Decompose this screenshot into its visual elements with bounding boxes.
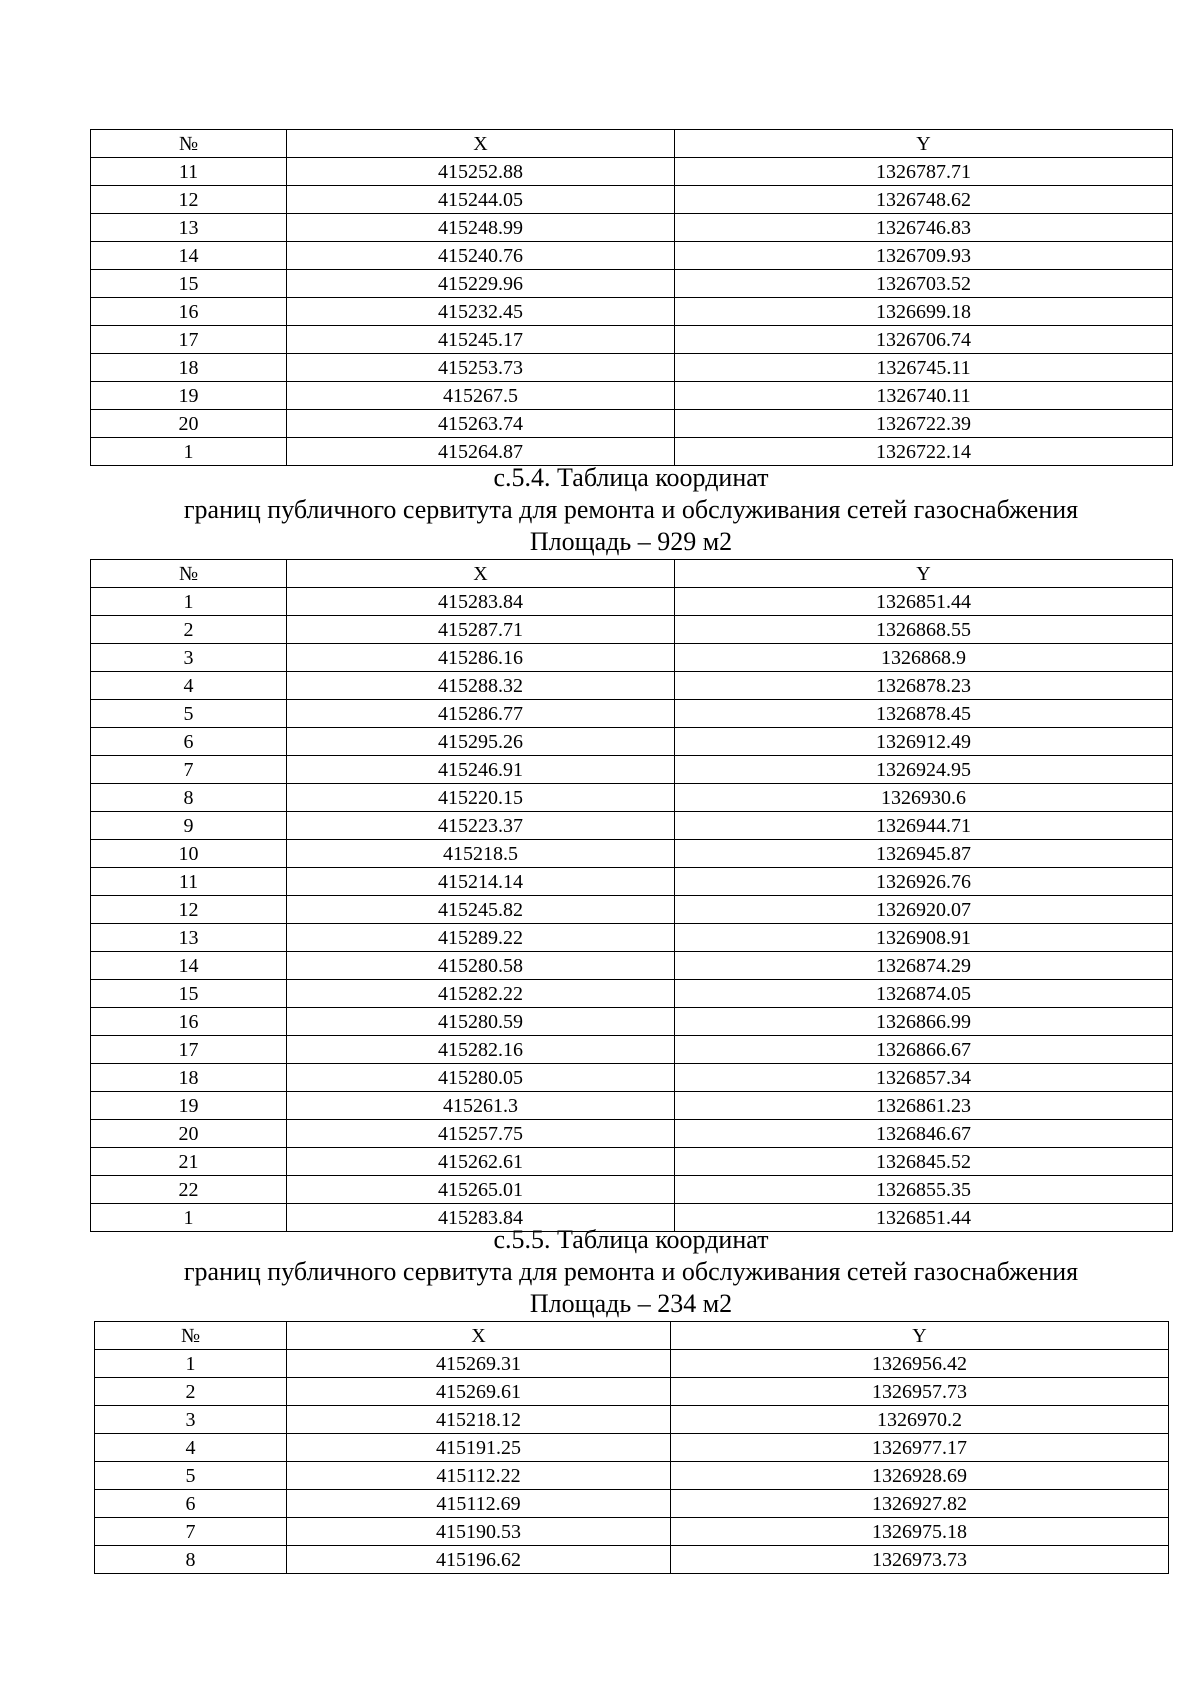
cell-number: 5 [95, 1462, 287, 1490]
table-row [91, 214, 1173, 242]
cell-y: 1326945.87 [675, 840, 1173, 868]
cell-y: 1326861.23 [675, 1092, 1173, 1120]
cell-x: 415223.37 [287, 812, 675, 840]
cell-y: 1326874.05 [675, 980, 1173, 1008]
cell-x: 415218.12 [287, 1406, 671, 1434]
table-row [91, 298, 1173, 326]
cell-number: 19 [91, 382, 287, 410]
cell-y: 1326975.18 [671, 1518, 1169, 1546]
table-row [95, 1434, 1169, 1462]
cell-x: 415280.59 [287, 1008, 675, 1036]
table-row [95, 1546, 1169, 1574]
cell-number: 19 [91, 1092, 287, 1120]
table-row [91, 186, 1173, 214]
cell-number: 22 [91, 1176, 287, 1204]
cell-y: 1326845.52 [675, 1148, 1173, 1176]
table-row [91, 354, 1173, 382]
cell-number: 7 [91, 756, 287, 784]
table-caption-5-4 [0, 462, 1200, 558]
cell-x: 415269.31 [287, 1350, 671, 1378]
table-row [91, 672, 1173, 700]
cell-x: 415257.75 [287, 1120, 675, 1148]
cell-number: 16 [91, 1008, 287, 1036]
cell-x: 415245.82 [287, 896, 675, 924]
header-x: X [287, 560, 675, 588]
cell-number: 16 [91, 298, 287, 326]
cell-y: 1326928.69 [671, 1462, 1169, 1490]
cell-y: 1326866.99 [675, 1008, 1173, 1036]
cell-x: 415253.73 [287, 354, 675, 382]
cell-y: 1326908.91 [675, 924, 1173, 952]
header-number: № [95, 1322, 287, 1350]
cell-number: 13 [91, 214, 287, 242]
cell-number: 14 [91, 952, 287, 980]
cell-y: 1326868.55 [675, 616, 1173, 644]
header-y: Y [675, 130, 1173, 158]
cell-number: 3 [95, 1406, 287, 1434]
cell-number: 8 [95, 1546, 287, 1574]
cell-number: 15 [91, 270, 287, 298]
cell-number: 11 [91, 868, 287, 896]
caption-subtitle: границ публичного сервитута для ремонта и обслуживания сетей газоснабжения [183, 495, 1079, 524]
table-row [91, 840, 1173, 868]
cell-x: 415232.45 [287, 298, 675, 326]
cell-y: 1326924.95 [675, 756, 1173, 784]
table-row [91, 812, 1173, 840]
cell-y: 1326930.6 [675, 784, 1173, 812]
cell-x: 415280.58 [287, 952, 675, 980]
cell-number: 3 [91, 644, 287, 672]
cell-x: 415252.88 [287, 158, 675, 186]
table-header-row [91, 130, 1173, 158]
table-row [91, 1092, 1173, 1120]
table-row [91, 382, 1173, 410]
cell-y: 1326699.18 [675, 298, 1173, 326]
cell-x: 415295.26 [287, 728, 675, 756]
cell-x: 415269.61 [287, 1378, 671, 1406]
cell-x: 415262.61 [287, 1148, 675, 1176]
cell-y: 1326746.83 [675, 214, 1173, 242]
cell-x: 415196.62 [287, 1546, 671, 1574]
coordinates-table-continued [90, 129, 1173, 466]
table-row [91, 242, 1173, 270]
table-body [95, 1350, 1169, 1574]
cell-x: 415265.01 [287, 1176, 675, 1204]
cell-number: 8 [91, 784, 287, 812]
table-row [91, 868, 1173, 896]
cell-number: 13 [91, 924, 287, 952]
cell-number: 21 [91, 1148, 287, 1176]
table-row [95, 1350, 1169, 1378]
cell-number: 10 [91, 840, 287, 868]
header-y: Y [675, 560, 1173, 588]
table-row [91, 588, 1173, 616]
cell-number: 1 [91, 1204, 287, 1232]
cell-y: 1326926.76 [675, 868, 1173, 896]
cell-y: 1326709.93 [675, 242, 1173, 270]
cell-y: 1326748.62 [675, 186, 1173, 214]
caption-title: с.5.5. Таблица координат [493, 1225, 769, 1254]
table-row [91, 980, 1173, 1008]
table-row [91, 924, 1173, 952]
cell-number: 18 [91, 1064, 287, 1092]
cell-x: 415287.71 [287, 616, 675, 644]
cell-x: 415288.32 [287, 672, 675, 700]
cell-number: 4 [91, 672, 287, 700]
cell-x: 415245.17 [287, 326, 675, 354]
cell-x: 415191.25 [287, 1434, 671, 1462]
cell-number: 2 [91, 616, 287, 644]
cell-y: 1326851.44 [675, 588, 1173, 616]
cell-x: 415280.05 [287, 1064, 675, 1092]
cell-number: 1 [95, 1350, 287, 1378]
cell-number: 5 [91, 700, 287, 728]
cell-x: 415229.96 [287, 270, 675, 298]
cell-y: 1326970.2 [671, 1406, 1169, 1434]
coordinates-table-5-4 [90, 559, 1173, 1232]
cell-x: 415282.16 [287, 1036, 675, 1064]
table-header-row [91, 560, 1173, 588]
cell-x: 415283.84 [287, 1204, 675, 1232]
cell-x: 415246.91 [287, 756, 675, 784]
cell-y: 1326973.73 [671, 1546, 1169, 1574]
cell-x: 415218.5 [287, 840, 675, 868]
table-row [91, 700, 1173, 728]
cell-x: 415214.14 [287, 868, 675, 896]
table-body [91, 588, 1173, 1232]
cell-y: 1326851.44 [675, 1204, 1173, 1232]
caption-subtitle: границ публичного сервитута для ремонта и обслуживания сетей газоснабжения [183, 1257, 1079, 1286]
cell-x: 415240.76 [287, 242, 675, 270]
table-row [91, 616, 1173, 644]
table-row [91, 644, 1173, 672]
cell-x: 415267.5 [287, 382, 675, 410]
coordinates-table-5-5 [94, 1321, 1169, 1574]
cell-number: 17 [91, 326, 287, 354]
table-body [91, 158, 1173, 466]
cell-number: 18 [91, 354, 287, 382]
table-caption-5-5 [0, 1224, 1200, 1320]
cell-y: 1326745.11 [675, 354, 1173, 382]
table-row [91, 410, 1173, 438]
table-row [95, 1406, 1169, 1434]
cell-number: 20 [91, 410, 287, 438]
cell-number: 15 [91, 980, 287, 1008]
table-row [91, 1176, 1173, 1204]
cell-number: 11 [91, 158, 287, 186]
cell-x: 415283.84 [287, 588, 675, 616]
table-row [91, 270, 1173, 298]
cell-y: 1326957.73 [671, 1378, 1169, 1406]
cell-x: 415282.22 [287, 980, 675, 1008]
cell-y: 1326868.9 [675, 644, 1173, 672]
cell-y: 1326855.35 [675, 1176, 1173, 1204]
cell-number: 14 [91, 242, 287, 270]
cell-x: 415244.05 [287, 186, 675, 214]
cell-y: 1326920.07 [675, 896, 1173, 924]
cell-number: 12 [91, 896, 287, 924]
cell-x: 415112.22 [287, 1462, 671, 1490]
cell-y: 1326706.74 [675, 326, 1173, 354]
table-header-row [95, 1322, 1169, 1350]
cell-y: 1326740.11 [675, 382, 1173, 410]
cell-x: 415190.53 [287, 1518, 671, 1546]
cell-x: 415286.77 [287, 700, 675, 728]
cell-number: 12 [91, 186, 287, 214]
table-row [95, 1462, 1169, 1490]
table-row [95, 1518, 1169, 1546]
cell-y: 1326977.17 [671, 1434, 1169, 1462]
cell-y: 1326866.67 [675, 1036, 1173, 1064]
cell-y: 1326878.45 [675, 700, 1173, 728]
caption-title: с.5.4. Таблица координат [493, 463, 769, 492]
table-row [91, 1120, 1173, 1148]
cell-y: 1326944.71 [675, 812, 1173, 840]
table-row [91, 1036, 1173, 1064]
header-y: Y [671, 1322, 1169, 1350]
header-x: X [287, 130, 675, 158]
cell-number: 9 [91, 812, 287, 840]
cell-number: 6 [95, 1490, 287, 1518]
caption-area: Площадь – 234 м2 [529, 1289, 733, 1318]
cell-x: 415248.99 [287, 214, 675, 242]
cell-x: 415112.69 [287, 1490, 671, 1518]
cell-y: 1326722.39 [675, 410, 1173, 438]
caption-area: Площадь – 929 м2 [529, 527, 733, 556]
table-row [91, 728, 1173, 756]
cell-number: 1 [91, 588, 287, 616]
table-row [91, 158, 1173, 186]
table-row [91, 784, 1173, 812]
table-row [91, 756, 1173, 784]
cell-number: 1 [91, 438, 287, 466]
cell-y: 1326874.29 [675, 952, 1173, 980]
cell-y: 1326927.82 [671, 1490, 1169, 1518]
cell-number: 6 [91, 728, 287, 756]
cell-y: 1326703.52 [675, 270, 1173, 298]
cell-number: 4 [95, 1434, 287, 1462]
cell-y: 1326912.49 [675, 728, 1173, 756]
cell-y: 1326956.42 [671, 1350, 1169, 1378]
header-number: № [91, 560, 287, 588]
cell-number: 2 [95, 1378, 287, 1406]
cell-x: 415220.15 [287, 784, 675, 812]
cell-y: 1326846.67 [675, 1120, 1173, 1148]
table-row [91, 326, 1173, 354]
cell-number: 20 [91, 1120, 287, 1148]
table-row [91, 1148, 1173, 1176]
cell-y: 1326857.34 [675, 1064, 1173, 1092]
cell-x: 415286.16 [287, 644, 675, 672]
cell-x: 415264.87 [287, 438, 675, 466]
cell-x: 415289.22 [287, 924, 675, 952]
table-row [91, 896, 1173, 924]
cell-y: 1326878.23 [675, 672, 1173, 700]
cell-y: 1326722.14 [675, 438, 1173, 466]
table-row [95, 1378, 1169, 1406]
header-number: № [91, 130, 287, 158]
table-row [91, 1008, 1173, 1036]
cell-y: 1326787.71 [675, 158, 1173, 186]
cell-number: 7 [95, 1518, 287, 1546]
table-row [95, 1490, 1169, 1518]
cell-x: 415261.3 [287, 1092, 675, 1120]
table-row [91, 1064, 1173, 1092]
cell-number: 17 [91, 1036, 287, 1064]
table-row [91, 952, 1173, 980]
cell-x: 415263.74 [287, 410, 675, 438]
header-x: X [287, 1322, 671, 1350]
